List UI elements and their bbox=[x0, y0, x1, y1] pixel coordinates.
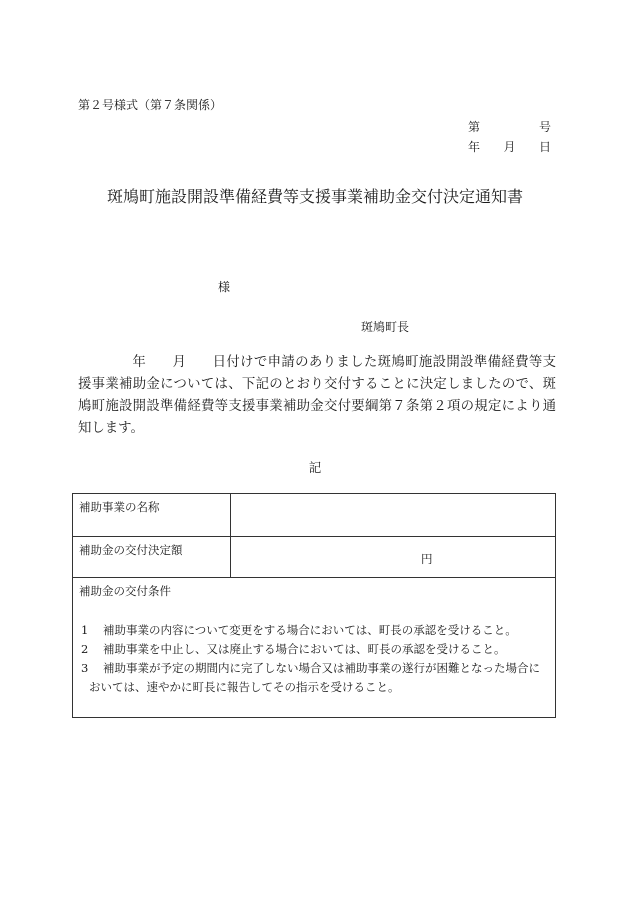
date-year: 年 bbox=[468, 140, 481, 154]
condition-text: 補助事業を中止し、又は廃止する場合においては、町長の承認を受けること。 bbox=[103, 642, 506, 656]
condition-continuation: おいては、速やかに町長に報告してその指示を受けること。 bbox=[89, 680, 400, 694]
body-text: 日付けで申請のありました斑鳩町施設開設準備経費等支援事業補助金については、下記のとおり交付することに決定しましたので、斑鳩町施設開設準備経費等支援事業補助金交付要綱第７条第２項の規定により通知します。 bbox=[78, 355, 557, 436]
grant-amount-label: 補助金の交付決定額 bbox=[73, 537, 231, 577]
grant-amount-value bbox=[231, 537, 555, 577]
list-item bbox=[79, 640, 549, 659]
condition-number: 1 bbox=[81, 623, 89, 637]
project-name-value bbox=[231, 494, 555, 536]
list-item bbox=[79, 659, 549, 678]
list-item bbox=[79, 621, 549, 640]
project-name-label: 補助事業の名称 bbox=[73, 494, 231, 536]
body-year: 年 bbox=[132, 355, 147, 370]
body-paragraph bbox=[78, 352, 556, 440]
conditions-cell bbox=[73, 578, 555, 717]
details-table bbox=[72, 493, 556, 718]
date-month: 月 bbox=[503, 140, 516, 154]
number-prefix: 第 bbox=[468, 120, 481, 134]
ki-heading: 記 bbox=[308, 460, 322, 475]
conditions-label: 補助金の交付条件 bbox=[79, 584, 171, 598]
document-number bbox=[468, 118, 551, 135]
body-month: 月 bbox=[172, 355, 187, 370]
table-row bbox=[73, 537, 555, 578]
condition-number: 3 bbox=[81, 661, 89, 675]
form-label: 第２号様式（第７条関係） bbox=[78, 98, 223, 112]
document-title: 斑鳩町施設開設準備経費等支援事業補助金交付決定通知書 bbox=[106, 187, 523, 206]
addressee-suffix: 様 bbox=[218, 280, 231, 294]
conditions-list bbox=[79, 621, 549, 697]
number-suffix: 号 bbox=[538, 120, 551, 134]
condition-number: 2 bbox=[81, 642, 89, 656]
sender-name: 斑鳩町長 bbox=[361, 320, 410, 334]
condition-text: 補助事業が予定の期間内に完了しない場合又は補助事業の遂行が困難となった場合に bbox=[103, 661, 540, 675]
yen-unit: 円 bbox=[421, 552, 433, 566]
table-row bbox=[73, 494, 555, 537]
document-date bbox=[468, 138, 551, 155]
date-day: 日 bbox=[538, 140, 551, 154]
condition-text: 補助事業の内容について変更をする場合においては、町長の承認を受けること。 bbox=[103, 623, 517, 637]
